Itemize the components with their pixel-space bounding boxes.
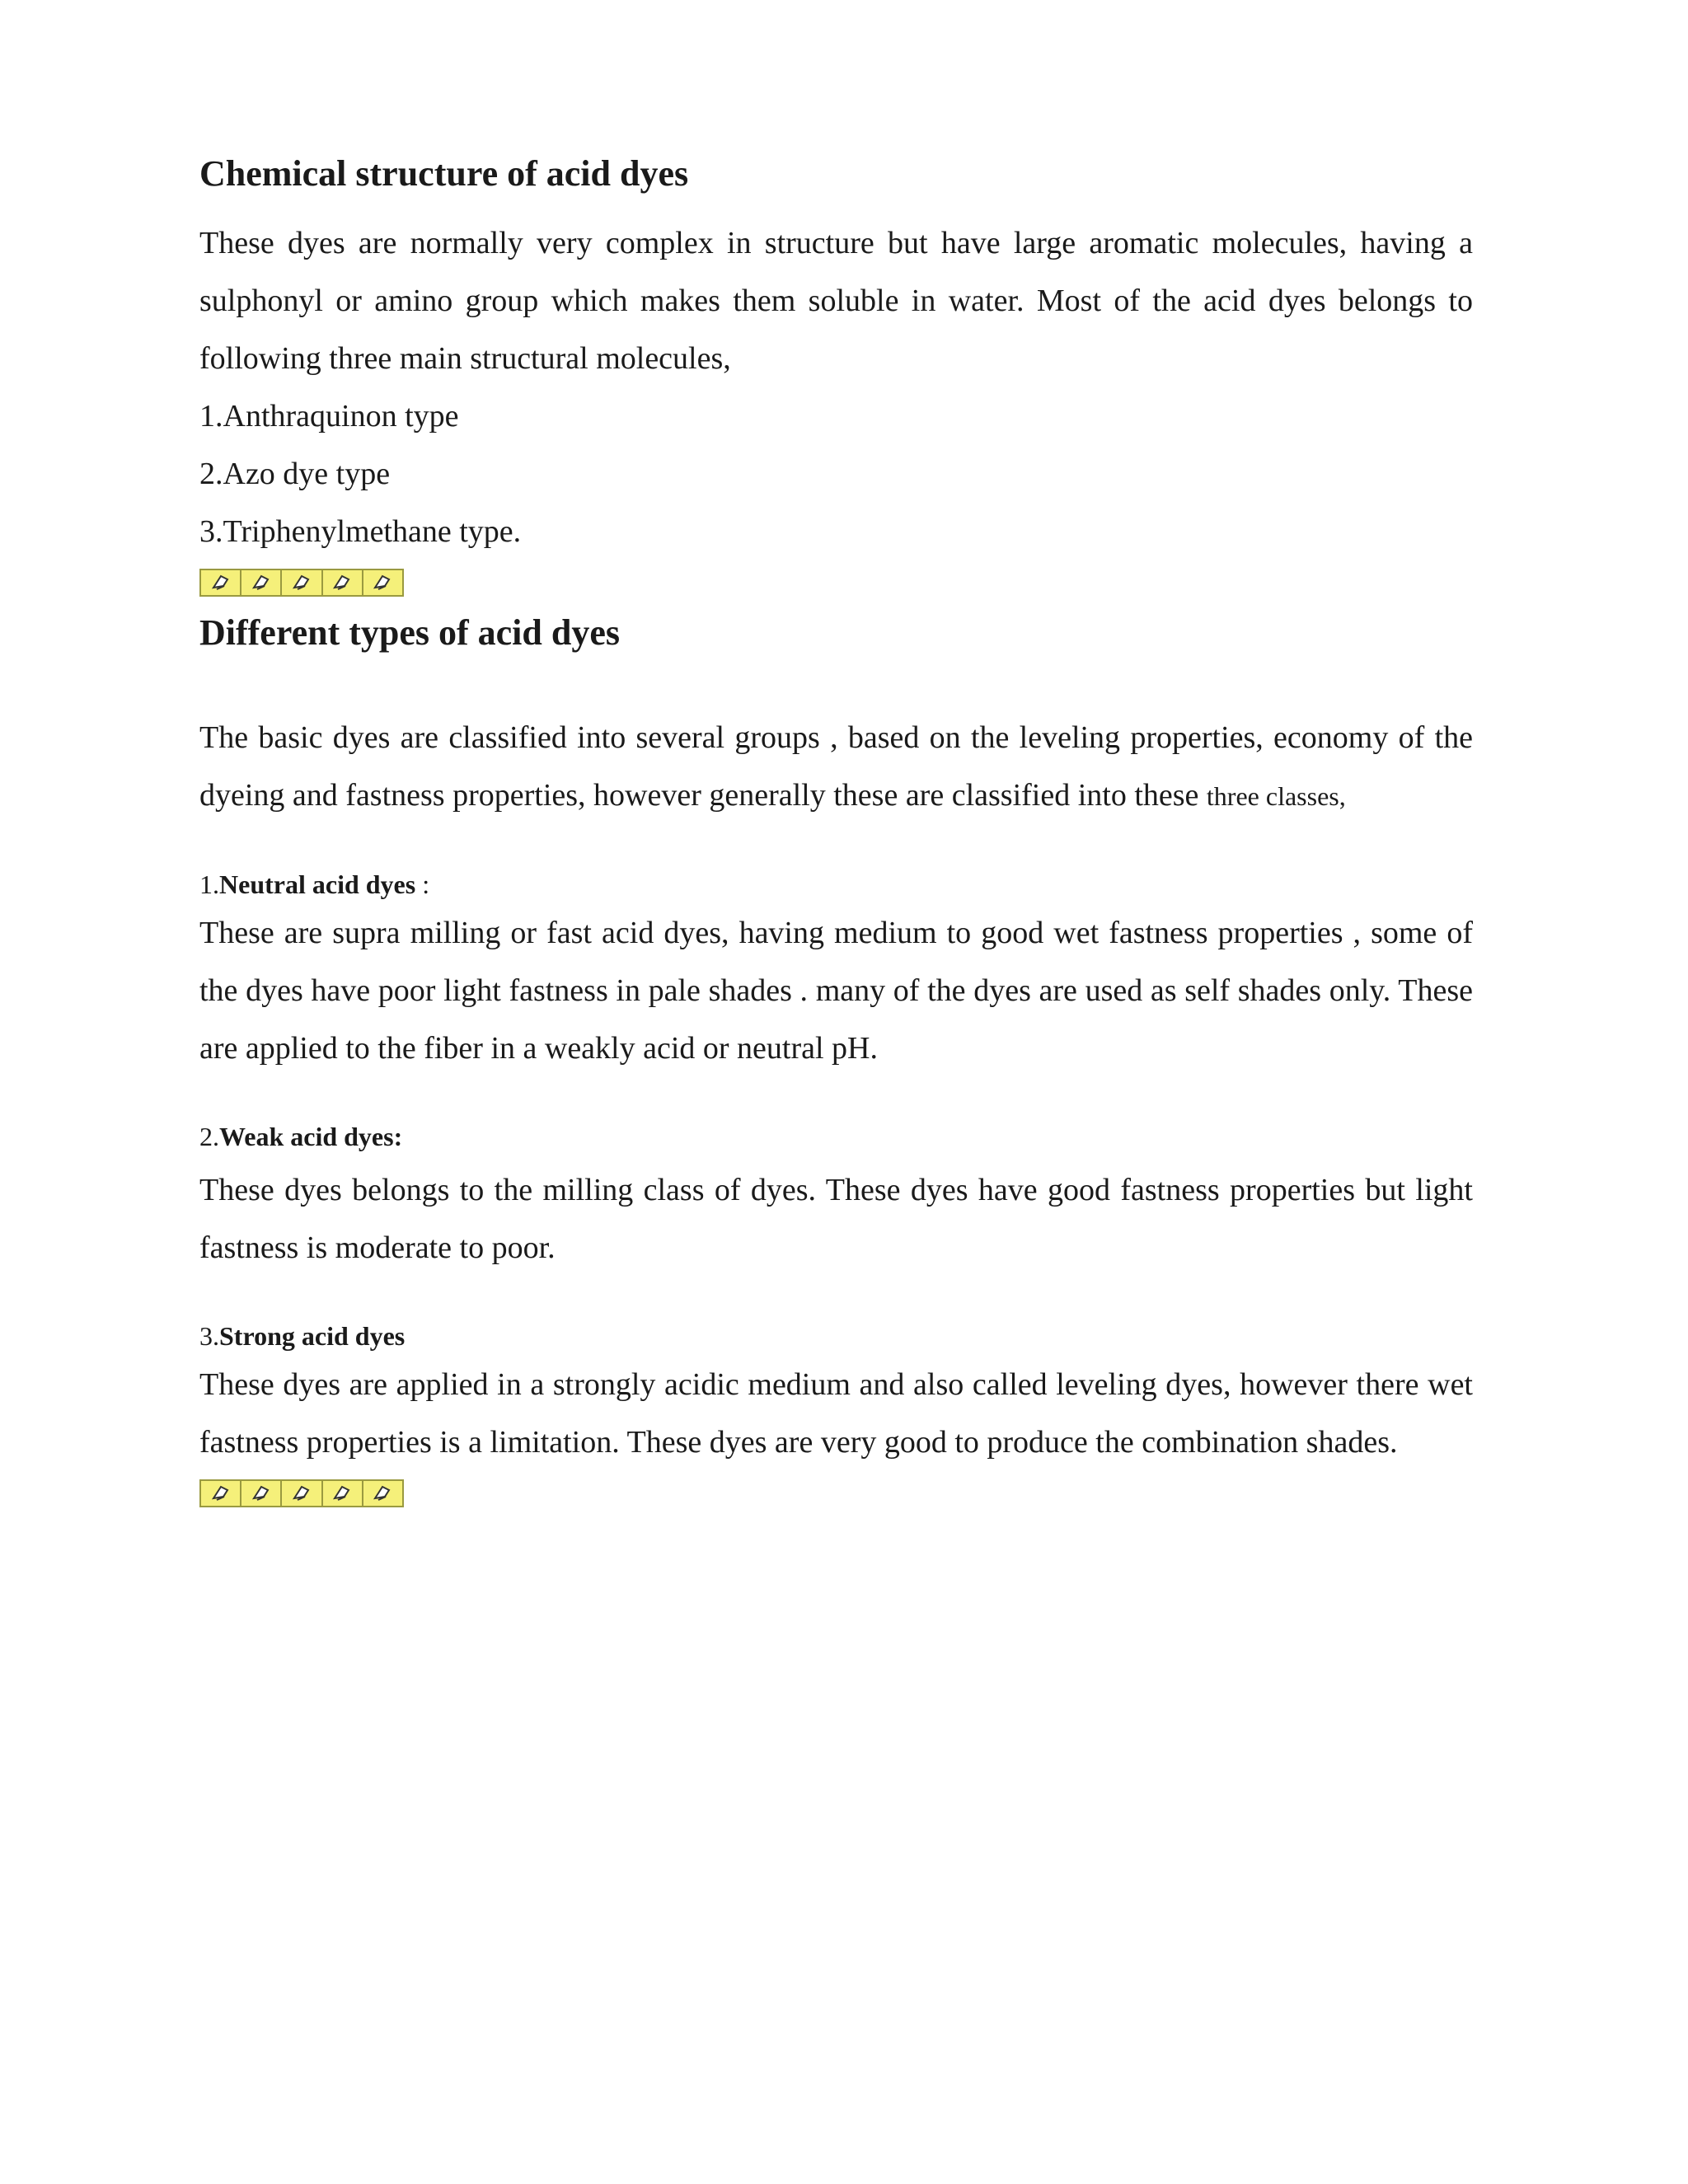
subhead-strong [199, 1319, 1473, 1352]
paragraph-chemical-structure: These dyes are normally very complex in structure but have large aromatic molecules, having a sulphonyl or amino group which makes them soluble in water. Most of the acid dyes belongs to following three main structural molecules, [199, 225, 1473, 376]
subhead-weak-title: Weak acid dyes: [219, 1121, 403, 1151]
subhead-neutral [199, 868, 1473, 901]
intro-tail-text: three classes, [1206, 780, 1346, 811]
broken-image-icon [323, 1481, 363, 1506]
broken-image-icon [363, 1481, 402, 1506]
broken-image-icon [201, 1481, 241, 1506]
subhead-weak [199, 1120, 1473, 1153]
subhead-neutral-number: 1. [199, 869, 219, 899]
broken-image-icon [241, 570, 282, 595]
heading-chemical-structure: Chemical structure of acid dyes [199, 153, 689, 194]
list-item-azo: 2.Azo dye type [199, 456, 391, 491]
broken-image-icon [241, 1481, 282, 1506]
subhead-weak-number: 2. [199, 1121, 219, 1151]
intro-main-text: The basic dyes are classified into several groups , based on the leveling properties, economy of the dyeing and fastness properties, however generally these are classified into these [199, 719, 1473, 813]
subhead-neutral-suffix: : [415, 869, 430, 899]
paragraph-neutral: These are supra milling or fast acid dyes, having medium to good wet fastness properties , some of the dyes have poor light fastness in pale shades . many of the dyes are used as self shades only. These are applied to the fiber in a weakly acid or neutral pH. [199, 915, 1473, 1066]
icon-strip-bottom [199, 1479, 404, 1507]
paragraph-weak: These dyes belongs to the milling class of dyes. These dyes have good fastness properties but light fastness is moderate to poor. [199, 1172, 1473, 1265]
broken-image-icon [323, 570, 363, 595]
subhead-strong-number: 3. [199, 1320, 219, 1351]
list-item-triphenylmethane: 3.Triphenylmethane type. [199, 513, 522, 549]
subhead-strong-title: Strong acid dyes [219, 1320, 406, 1351]
broken-image-icon [282, 1481, 322, 1506]
broken-image-icon [201, 570, 241, 595]
broken-image-icon [363, 570, 402, 595]
document-page [199, 152, 1473, 1507]
broken-image-icon [282, 570, 322, 595]
paragraph-strong: These dyes are applied in a strongly acidic medium and also called leveling dyes, however there wet fastness properties is a limitation. These dyes are very good to produce the combination shades. [199, 1366, 1473, 1460]
subhead-neutral-title: Neutral acid dyes [219, 869, 416, 899]
heading-different-types: Different types of acid dyes [199, 612, 620, 653]
paragraph-types-intro [199, 709, 1473, 825]
icon-strip-top [199, 569, 404, 597]
list-item-anthraquinon: 1.Anthraquinon type [199, 398, 459, 434]
